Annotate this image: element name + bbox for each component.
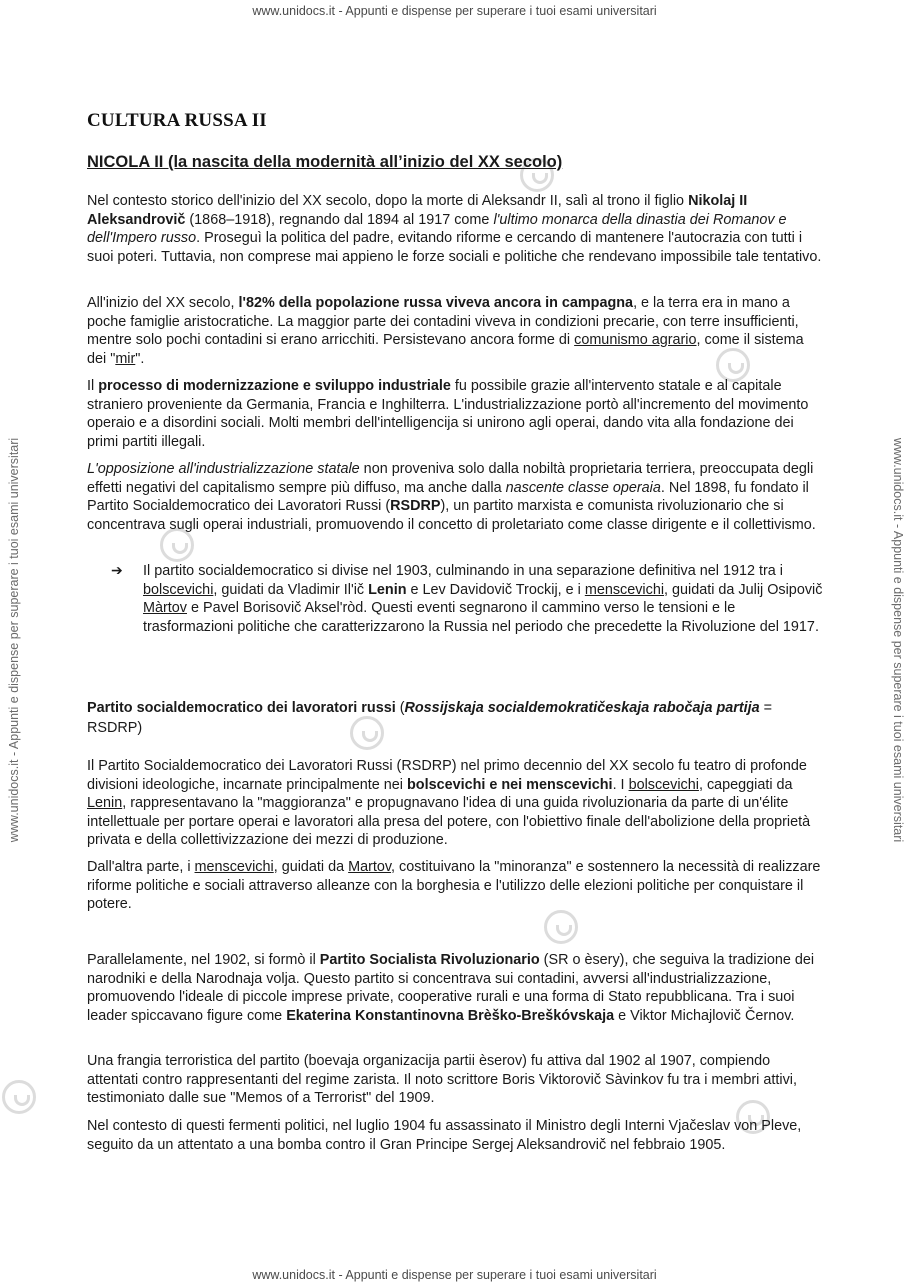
paragraph: Nel contesto di questi fermenti politici, nel luglio 1904 fu assassinato il Ministro degli Interni Vjačeslav von Pleve, seguito da un attentato a una bomba contro il Gran Principe Sergej Aleksandrovič nel febbraio 1905. [87, 1118, 802, 1153]
paragraph: Dall'altra parte, i menscevichi, guidati da Martov, costituivano la "minoranza" e sostennero la necessità di realizzare riforme politiche e sociali attraverso alleanze con la borghesia e l'utilizzo delle elezioni politiche per conquistare il potere. [87, 859, 821, 913]
paragraph: Una frangia terroristica del partito (boevaja organizacija partii èserov) fu attiva dal 1902 al 1907, compiendo attentati contro rappresentanti del regime zarista. Il noto scrittore Boris Viktorovič Sàvinkov fu tra i membri attivi, testimoniato dalle sue "Memos of a Terrorist" del 1909. [87, 1053, 797, 1107]
paragraph: L'opposizione all'industrializzazione statale non proveniva solo dalla nobiltà proprietaria terriera, preoccupata degli effetti negativi del capitalismo sempre più diffuso, ma anche dalla nascente classe operaia. Nel 1898, fu fondato il Partito Socialdemocratico dei Lavoratori Russi (RSDRP), un partito marxista e comunista rivoluzionario che si concentrava sugli operai industriali, promuovendo il concetto di proletariato come classe dirigente e il collettivismo. [87, 461, 816, 533]
arrow-bullet-icon: ➔ [111, 562, 123, 578]
document-title: CULTURA RUSSA II [87, 110, 267, 131]
footer-watermark: www.unidocs.it - Appunti e dispense per superare i tuoi esami universitari [252, 1268, 657, 1282]
sub-heading: Partito socialdemocratico dei lavoratori russi (Rossijskaja socialdemokratičeskaja rabočaja partija = RSDRP) [87, 700, 773, 736]
paragraph: Nel contesto storico dell'inizio del XX secolo, dopo la morte di Aleksandr II, salì al trono il figlio Nikolaj II Aleksandrovič (1868–1918), regnando dal 1894 al 1917 come l'ultimo monarca della dinastia dei Romanov e dell'Impero russo. Proseguì la politica del padre, evitando riforme e cercando di mantenere l'autocrazia con tutti i suoi poteri. Tuttavia, non comprese mai appieno le forze sociali e politiche che rendevano impossibile tale tentativo. [87, 193, 822, 265]
list-item: ➔ Il partito socialdemocratico si divise nel 1903, culminando in una separazione definitiva nel 1912 tra i bolscevichi, guidati da Vladimir Il'ič Lenin e Lev Davidovič Trockij, e i menscevichi, guidati da Julij Osipovič Màrtov e Pavel Borisovič Aksel'ròd. Questi eventi segnarono il cammino verso le tensioni e le trasformazioni politiche che caratterizzarono la Russia nel periodo che precedette la Rivoluzione del 1917. [111, 562, 823, 635]
paragraph: Parallelamente, nel 1902, si formò il Partito Socialista Rivoluzionario (SR o èsery), che seguiva la tradizione dei narodniki e della Narodnaja volja. Questo partito si concentrava sui contadini, avversi all'industrializzazione, promuovendo l'ideale di piccole imprese private, cooperative rurali e una forma di Stato repubblicana. Tra i suoi leader spiccavano figure come Ekaterina Konstantinovna Brèško-Breškóvskaja e Viktor Michajlovič Černov. [87, 952, 815, 1024]
paragraph: All'inizio del XX secolo, l'82% della popolazione russa viveva ancora in campagna, e la terra era in mano a poche famiglie aristocratiche. La maggior parte dei contadini viveva in condizioni precarie, con terre insufficienti, mentre solo pochi contadini si erano arricchiti. Persistevano ancora forme di comunismo agrario, come il sistema dei "mir". [87, 295, 804, 367]
paragraph: Il Partito Socialdemocratico dei Lavoratori Russi (RSDRP) nel primo decennio del XX secolo fu teatro di profonde divisioni ideologiche, incarnate principalmente nei bolscevichi e nei menscevichi. I bolscevichi, capeggiati da Lenin, rappresentavano la "maggioranza" e propugnavano l'idea di una guida rivoluzionaria da parte di un'élite intellettuale per portare operai e lavoratori alla presa del potere, con l'obiettivo finale dell'abolizione della proprietà privata e della collettivizzazione dei mezzi di produzione. [87, 758, 811, 849]
unidocs-logo-icon [2, 1080, 36, 1114]
unidocs-logo-icon [544, 910, 578, 944]
section-title: NICOLA II (la nascita della modernità all’inizio del XX secolo) [87, 153, 563, 171]
header-watermark: www.unidocs.it - Appunti e dispense per superare i tuoi esami universitari [252, 4, 657, 18]
paragraph: Il processo di modernizzazione e sviluppo industriale fu possibile grazie all'intervento statale e al capitale straniero proveniente da Germania, Francia e Inghilterra. L'industrializzazione portò all'incremento del movimento operaio e a disordini sociali. Molti membri dell'intelligencija si unirono agli operai, dando vita alla fondazione dei primi partiti illegali. [87, 378, 809, 450]
